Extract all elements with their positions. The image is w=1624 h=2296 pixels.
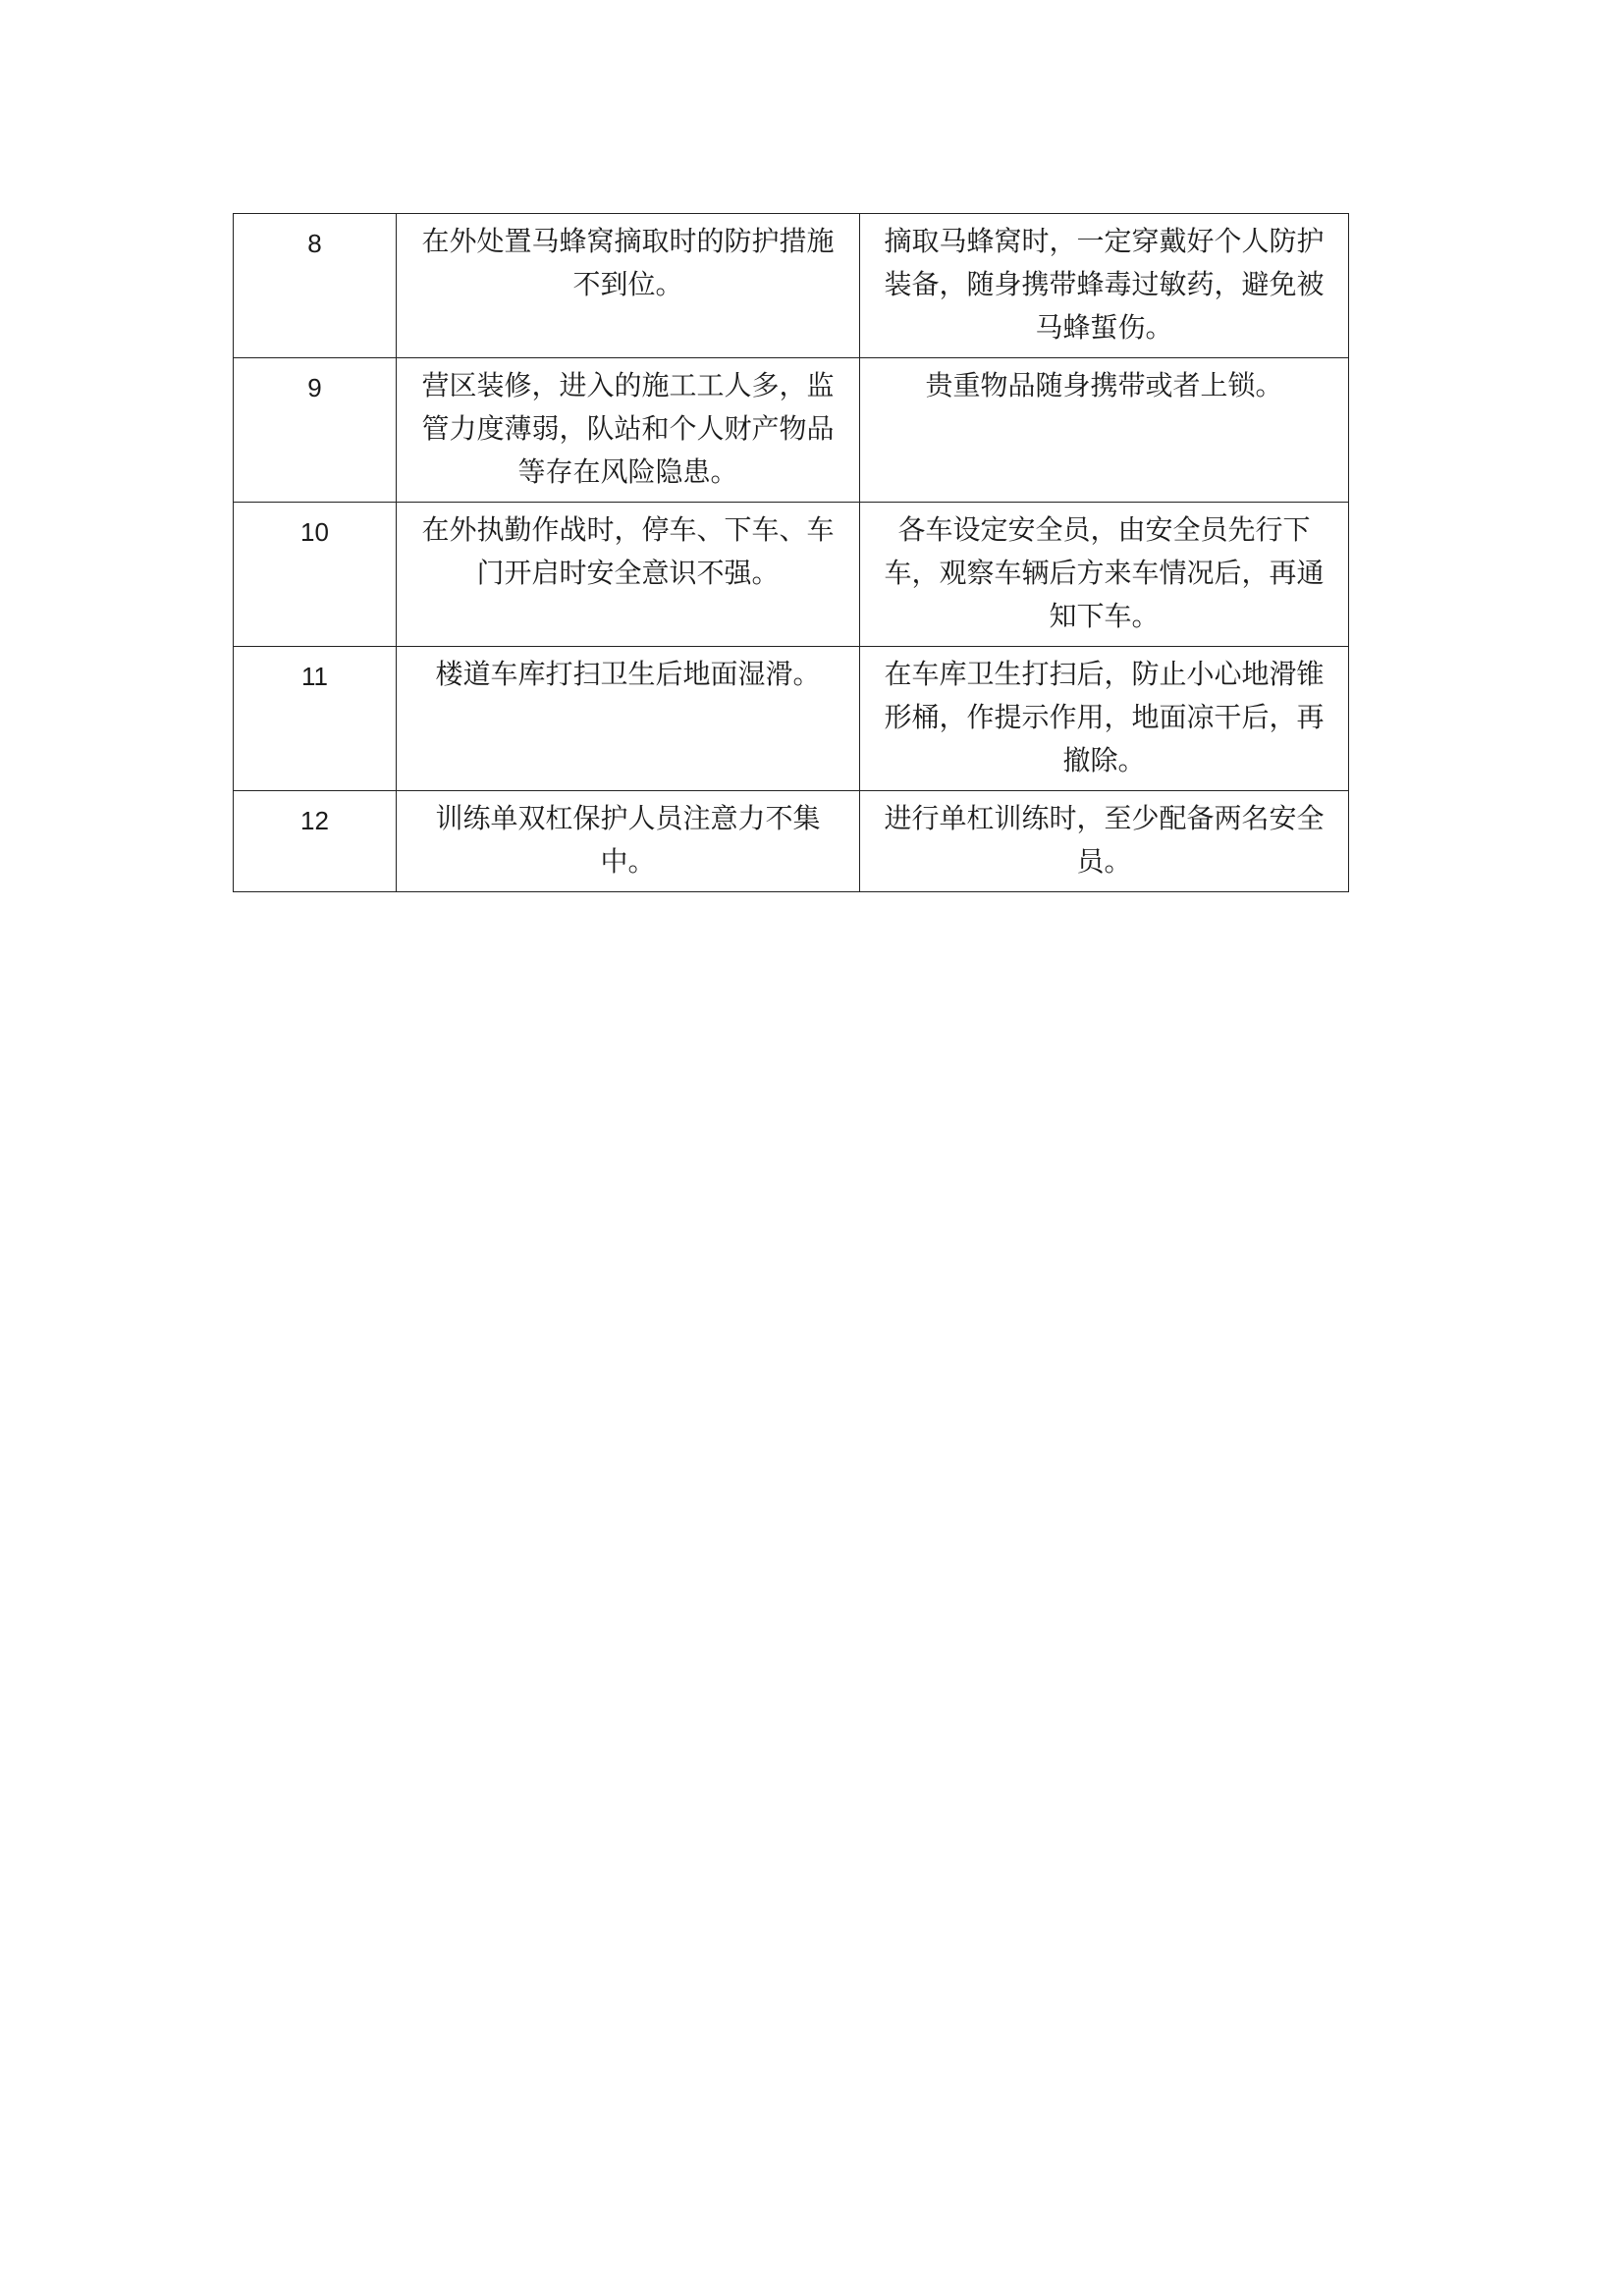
risk-description-cell: 训练单双杠保护人员注意力不集中。 — [397, 791, 860, 892]
row-number-cell: 9 — [234, 358, 397, 503]
control-measure-cell: 各车设定安全员，由安全员先行下车，观察车辆后方来车情况后，再通知下车。 — [860, 503, 1349, 647]
table-row — [234, 358, 1349, 503]
row-number-cell: 8 — [234, 214, 397, 358]
control-measure-cell: 在车库卫生打扫后，防止小心地滑锥形桶，作提示作用，地面凉干后，再撤除。 — [860, 647, 1349, 791]
risk-description-cell: 在外处置马蜂窝摘取时的防护措施不到位。 — [397, 214, 860, 358]
table-row — [234, 503, 1349, 647]
row-number-cell: 11 — [234, 647, 397, 791]
row-number-cell: 10 — [234, 503, 397, 647]
table-row — [234, 791, 1349, 892]
risk-description-cell: 在外执勤作战时，停车、下车、车门开启时安全意识不强。 — [397, 503, 860, 647]
control-measure-cell: 进行单杠训练时，至少配备两名安全员。 — [860, 791, 1349, 892]
risk-measures-table — [233, 213, 1349, 892]
table-row — [234, 214, 1349, 358]
row-number-cell: 12 — [234, 791, 397, 892]
control-measure-cell: 摘取马蜂窝时，一定穿戴好个人防护装备，随身携带蜂毒过敏药，避免被马蜂蜇伤。 — [860, 214, 1349, 358]
risk-description-cell: 营区装修，进入的施工工人多，监管力度薄弱，队站和个人财产物品等存在风险隐患。 — [397, 358, 860, 503]
table-row — [234, 647, 1349, 791]
control-measure-cell: 贵重物品随身携带或者上锁。 — [860, 358, 1349, 503]
risk-description-cell: 楼道车库打扫卫生后地面湿滑。 — [397, 647, 860, 791]
